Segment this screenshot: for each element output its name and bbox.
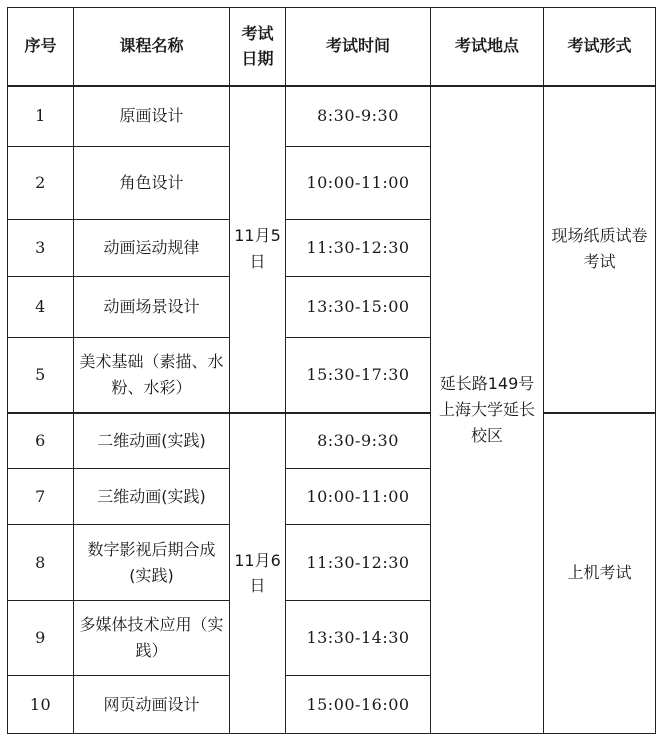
row-number: 5 bbox=[8, 338, 74, 413]
exam-time: 8:30-9:30 bbox=[286, 86, 431, 147]
course-name: 动画运动规律 bbox=[74, 220, 230, 277]
course-name: 原画设计 bbox=[74, 86, 230, 147]
exam-time: 11:30-12:30 bbox=[286, 220, 431, 277]
table-row bbox=[8, 413, 656, 469]
exam-format-computer: 上机考试 bbox=[544, 413, 656, 734]
exam-schedule-table bbox=[7, 7, 656, 734]
exam-time: 13:30-14:30 bbox=[286, 601, 431, 676]
row-number: 1 bbox=[8, 86, 74, 147]
course-name: 网页动画设计 bbox=[74, 676, 230, 734]
table-row bbox=[8, 86, 656, 147]
course-name: 美术基础（素描、水粉、水彩） bbox=[74, 338, 230, 413]
exam-time: 13:30-15:00 bbox=[286, 277, 431, 338]
header-location: 考试地点 bbox=[431, 8, 544, 86]
row-number: 10 bbox=[8, 676, 74, 734]
course-name: 三维动画(实践) bbox=[74, 469, 230, 525]
course-name: 角色设计 bbox=[74, 147, 230, 220]
exam-format-paper: 现场纸质试卷考试 bbox=[544, 86, 656, 413]
row-number: 7 bbox=[8, 469, 74, 525]
header-row bbox=[8, 8, 656, 86]
exam-date-nov6: 11月6日 bbox=[230, 413, 286, 734]
exam-time: 8:30-9:30 bbox=[286, 413, 431, 469]
header-seq: 序号 bbox=[8, 8, 74, 86]
exam-time: 10:00-11:00 bbox=[286, 147, 431, 220]
course-name: 数字影视后期合成(实践) bbox=[74, 525, 230, 601]
row-number: 2 bbox=[8, 147, 74, 220]
row-number: 8 bbox=[8, 525, 74, 601]
header-course: 课程名称 bbox=[74, 8, 230, 86]
row-number: 6 bbox=[8, 413, 74, 469]
exam-location: 延长路149号上海大学延长校区 bbox=[431, 86, 544, 734]
course-name: 动画场景设计 bbox=[74, 277, 230, 338]
exam-time: 15:30-17:30 bbox=[286, 338, 431, 413]
row-number: 9 bbox=[8, 601, 74, 676]
row-number: 3 bbox=[8, 220, 74, 277]
exam-date-nov5: 11月5日 bbox=[230, 86, 286, 413]
header-date: 考试日期 bbox=[230, 8, 286, 86]
row-number: 4 bbox=[8, 277, 74, 338]
header-format: 考试形式 bbox=[544, 8, 656, 86]
header-time: 考试时间 bbox=[286, 8, 431, 86]
exam-time: 11:30-12:30 bbox=[286, 525, 431, 601]
course-name: 多媒体技术应用（实践） bbox=[74, 601, 230, 676]
exam-time: 15:00-16:00 bbox=[286, 676, 431, 734]
exam-time: 10:00-11:00 bbox=[286, 469, 431, 525]
course-name: 二维动画(实践) bbox=[74, 413, 230, 469]
